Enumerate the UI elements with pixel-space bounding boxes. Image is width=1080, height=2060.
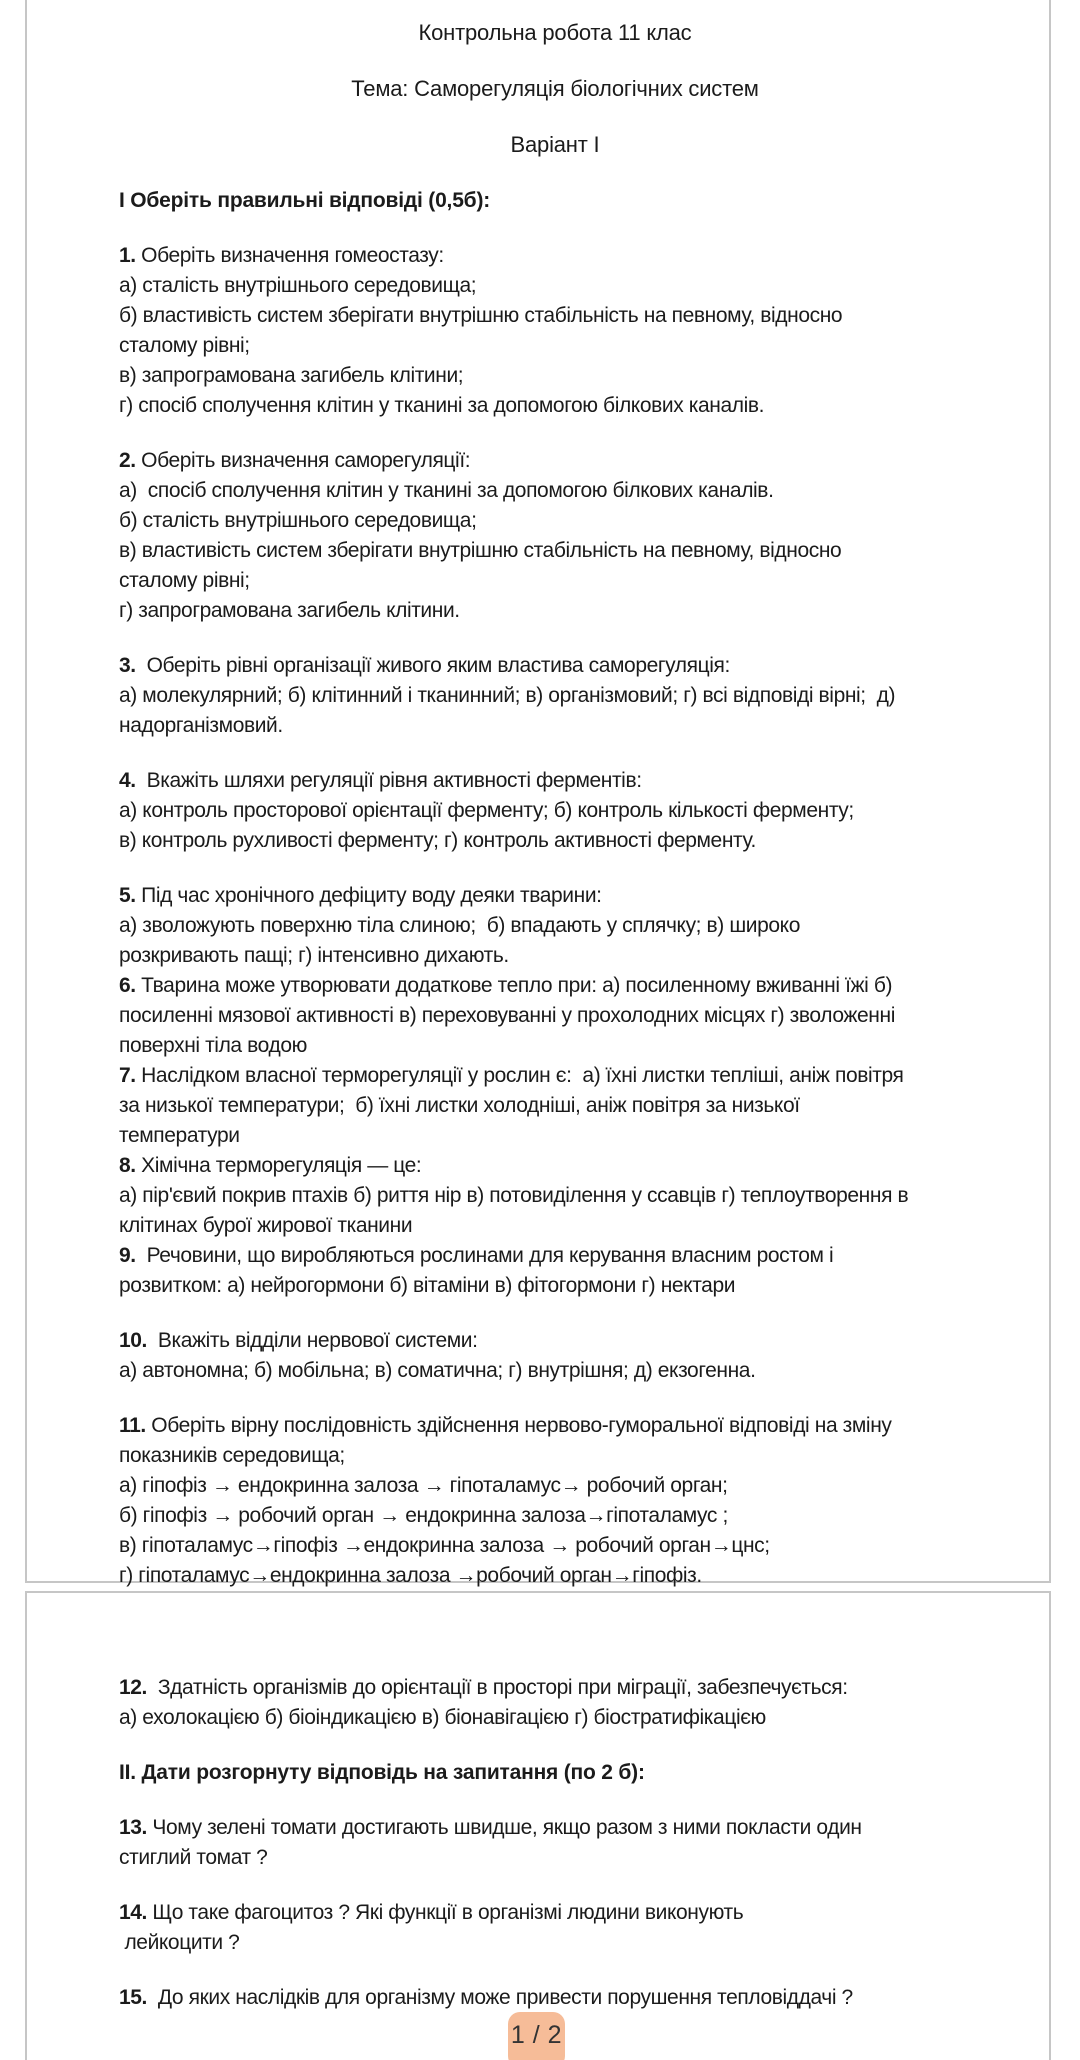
question-text [119,971,991,1001]
question-text-span: Наслідком власної терморегуляції у рослин є: а) їхні листки тепліші, аніж повітря [135,1064,904,1087]
answer-option-line: сталому рівні; [119,569,250,592]
answer-option-line: а) гіпофіз → ендокринна залоза → гіпоталамус→ робочий орган; [119,1474,728,1497]
answer-option-line: а) сталість внутрішнього середовища; [119,274,477,297]
question-number: 2. [119,449,136,472]
question-text-span: Хімічна терморегуляція — це: [135,1154,422,1177]
document-header [119,18,991,160]
question-number: 3. [119,654,136,677]
section-header [119,1758,991,1788]
answer-option-line: розвитком: а) нейрогормони б) вітаміни в) фітогормони г) нектари [119,1274,736,1297]
question-text [119,1983,991,2013]
question-block [119,651,991,741]
answer-option-line: а) спосіб сполучення клітин у тканині за допомогою білкових каналів. [119,479,774,502]
question-block [119,241,991,421]
question-text-span: Вкажіть відділи нервової системи: [147,1329,478,1352]
page-1-content [119,186,991,1591]
question-text-span: Оберіть рівні організації живого яким властива саморегуляція: [135,654,730,677]
question-text [119,241,991,271]
answer-option-line: розкривають пащі; г) інтенсивно дихають. [119,944,509,967]
question-block [119,1673,991,1733]
question-number: 12. [119,1676,147,1699]
question-text-span: Що таке фагоцитоз ? Які функції в організмі людини виконують [147,1901,744,1924]
answer-option-line: г) запрограмована загибель клітини. [119,599,460,622]
answer-option-line: а) контроль просторової орієнтації ферменту; б) контроль кількості ферменту; [119,799,854,822]
question-block [119,1151,991,1241]
question-text-span: Здатність організмів до орієнтації в просторі при міграції, забезпечується: [147,1676,848,1699]
question-number: 6. [119,974,136,997]
question-text-span: Оберіть вірну послідовність здійснення нервово-гуморальної відповіді на зміну [145,1414,892,1437]
question-number: 4. [119,769,136,792]
question-text-span: II. Дати розгорнуту відповідь на запитання (по 2 б): [119,1761,645,1784]
answer-option-line: за низької температури; б) їхні листки холодніші, аніж повітря за низької [119,1094,800,1117]
section-header [119,186,991,216]
question-text [119,1673,991,1703]
page-indicator-label: 1 / 2 [510,2021,563,2049]
question-text [119,1061,991,1091]
question-block [119,1983,991,2013]
question-block [119,1898,991,1958]
question-number: 13. [119,1816,147,1839]
answer-option-line: сталому рівні; [119,334,250,357]
question-block [119,1411,991,1591]
doc-title: Контрольна робота 11 клас [418,20,692,45]
section-header-text [119,186,991,216]
question-number: 15. [119,1986,147,2009]
question-number: 5. [119,884,136,907]
question-text-span: Оберіть визначення саморегуляції: [135,449,471,472]
question-block [119,446,991,626]
document-page-1 [25,0,1051,1587]
section-header-text [119,1758,991,1788]
question-text [119,1411,991,1441]
page-indicator-badge [508,2012,565,2060]
question-text [119,1241,991,1271]
question-text [119,651,991,681]
question-number: 1. [119,244,136,267]
question-text-span: Речовини, що виробляються рослинами для керування власним ростом і [135,1244,834,1267]
question-text [119,1151,991,1181]
question-block [119,1326,991,1386]
question-block [119,766,991,856]
answer-option-line: а) ехолокацією б) біоіндикацією в) біонавігацією г) біостратифікацією [119,1706,766,1729]
doc-subtitle: Тема: Саморегуляція біологічних систем [351,76,759,101]
answer-option-line: показників середовища; [119,1444,345,1467]
answer-option-line: а) молекулярний; б) клітинний і тканинний; в) організмовий; г) всі відповіді вірні; д) [119,684,896,707]
question-text-span: Тварина може утворювати додаткове тепло при: а) посиленному вживанні їжі б) [135,974,893,997]
document-page-2 [25,1591,1051,2060]
question-block [119,1241,991,1301]
answer-option-line: надорганізмовий. [119,714,283,737]
question-block [119,881,991,971]
answer-option-line: в) властивість систем зберігати внутрішню стабільність на певному, відносно [119,539,842,562]
answer-option-line: а) пір'євий покрив птахів б) риття нір в) потовиділення у ссавців г) теплоутворення в [119,1184,909,1207]
question-text-span: I Оберіть правильні відповіді (0,5б): [119,189,491,212]
answer-option-line: г) гіпоталамус→ендокринна залоза →робочий орган→гіпофіз. [119,1564,702,1587]
question-text [119,1813,991,1843]
question-text [119,446,991,476]
answer-option-line: г) спосіб сполучення клітин у тканині за допомогою білкових каналів. [119,394,765,417]
answer-option-line: в) запрограмована загибель клітини; [119,364,464,387]
answer-option-line: в) гіпоталамус→гіпофіз →ендокринна залоза → робочий орган→цнс; [119,1534,770,1557]
answer-option-line: клітинах бурої жирової тканини [119,1214,413,1237]
question-text-span: Чому зелені томати достигають швидше, якщо разом з ними покласти один [147,1816,862,1839]
answer-option-line: б) сталість внутрішнього середовища; [119,509,477,532]
answer-option-line: стиглий томат ? [119,1846,268,1869]
question-number: 14. [119,1901,147,1924]
question-number: 7. [119,1064,136,1087]
answer-option-line: а) автономна; б) мобільна; в) соматична; г) внутрішня; д) екзогенна. [119,1359,756,1382]
question-text-span: Оберіть визначення гомеостазу: [135,244,444,267]
answer-option-line: а) зволожують поверхню тіла слиною; б) впадають у сплячку; в) широко [119,914,800,937]
question-text-span: Під час хронічного дефіциту воду деяки тварини: [135,884,602,907]
question-number: 11. [119,1414,146,1437]
question-block [119,1061,991,1151]
question-text [119,1898,991,1928]
question-number: 9. [119,1244,136,1267]
question-text-span: Вкажіть шляхи регуляції рівня активності ферментів: [135,769,642,792]
answer-option-line: б) гіпофіз → робочий орган → ендокринна залоза→гіпоталамус ; [119,1504,728,1527]
answer-option-line: температури [119,1124,240,1147]
doc-variant: Варіант I [510,132,600,157]
answer-option-line: посиленні мязової активності в) переховуванні у прохолодних місцях г) зволоженні [119,1004,895,1027]
answer-option-line: поверхні тіла водою [119,1034,307,1057]
answer-option-line: б) властивість систем зберігати внутрішню стабільність на певному, відносно [119,304,843,327]
question-text [119,766,991,796]
answer-option-line: в) контроль рухливості ферменту; г) контроль активності ферменту. [119,829,756,852]
question-text [119,881,991,911]
question-text-span: До яких наслідків для організму може привести порушення тепловіддачі ? [147,1986,853,2009]
question-text [119,1326,991,1356]
question-number: 10. [119,1329,147,1352]
question-block [119,1813,991,1873]
question-block [119,971,991,1061]
question-number: 8. [119,1154,136,1177]
answer-option-line: лейкоцити ? [119,1931,240,1954]
page-2-content [119,1673,991,2013]
